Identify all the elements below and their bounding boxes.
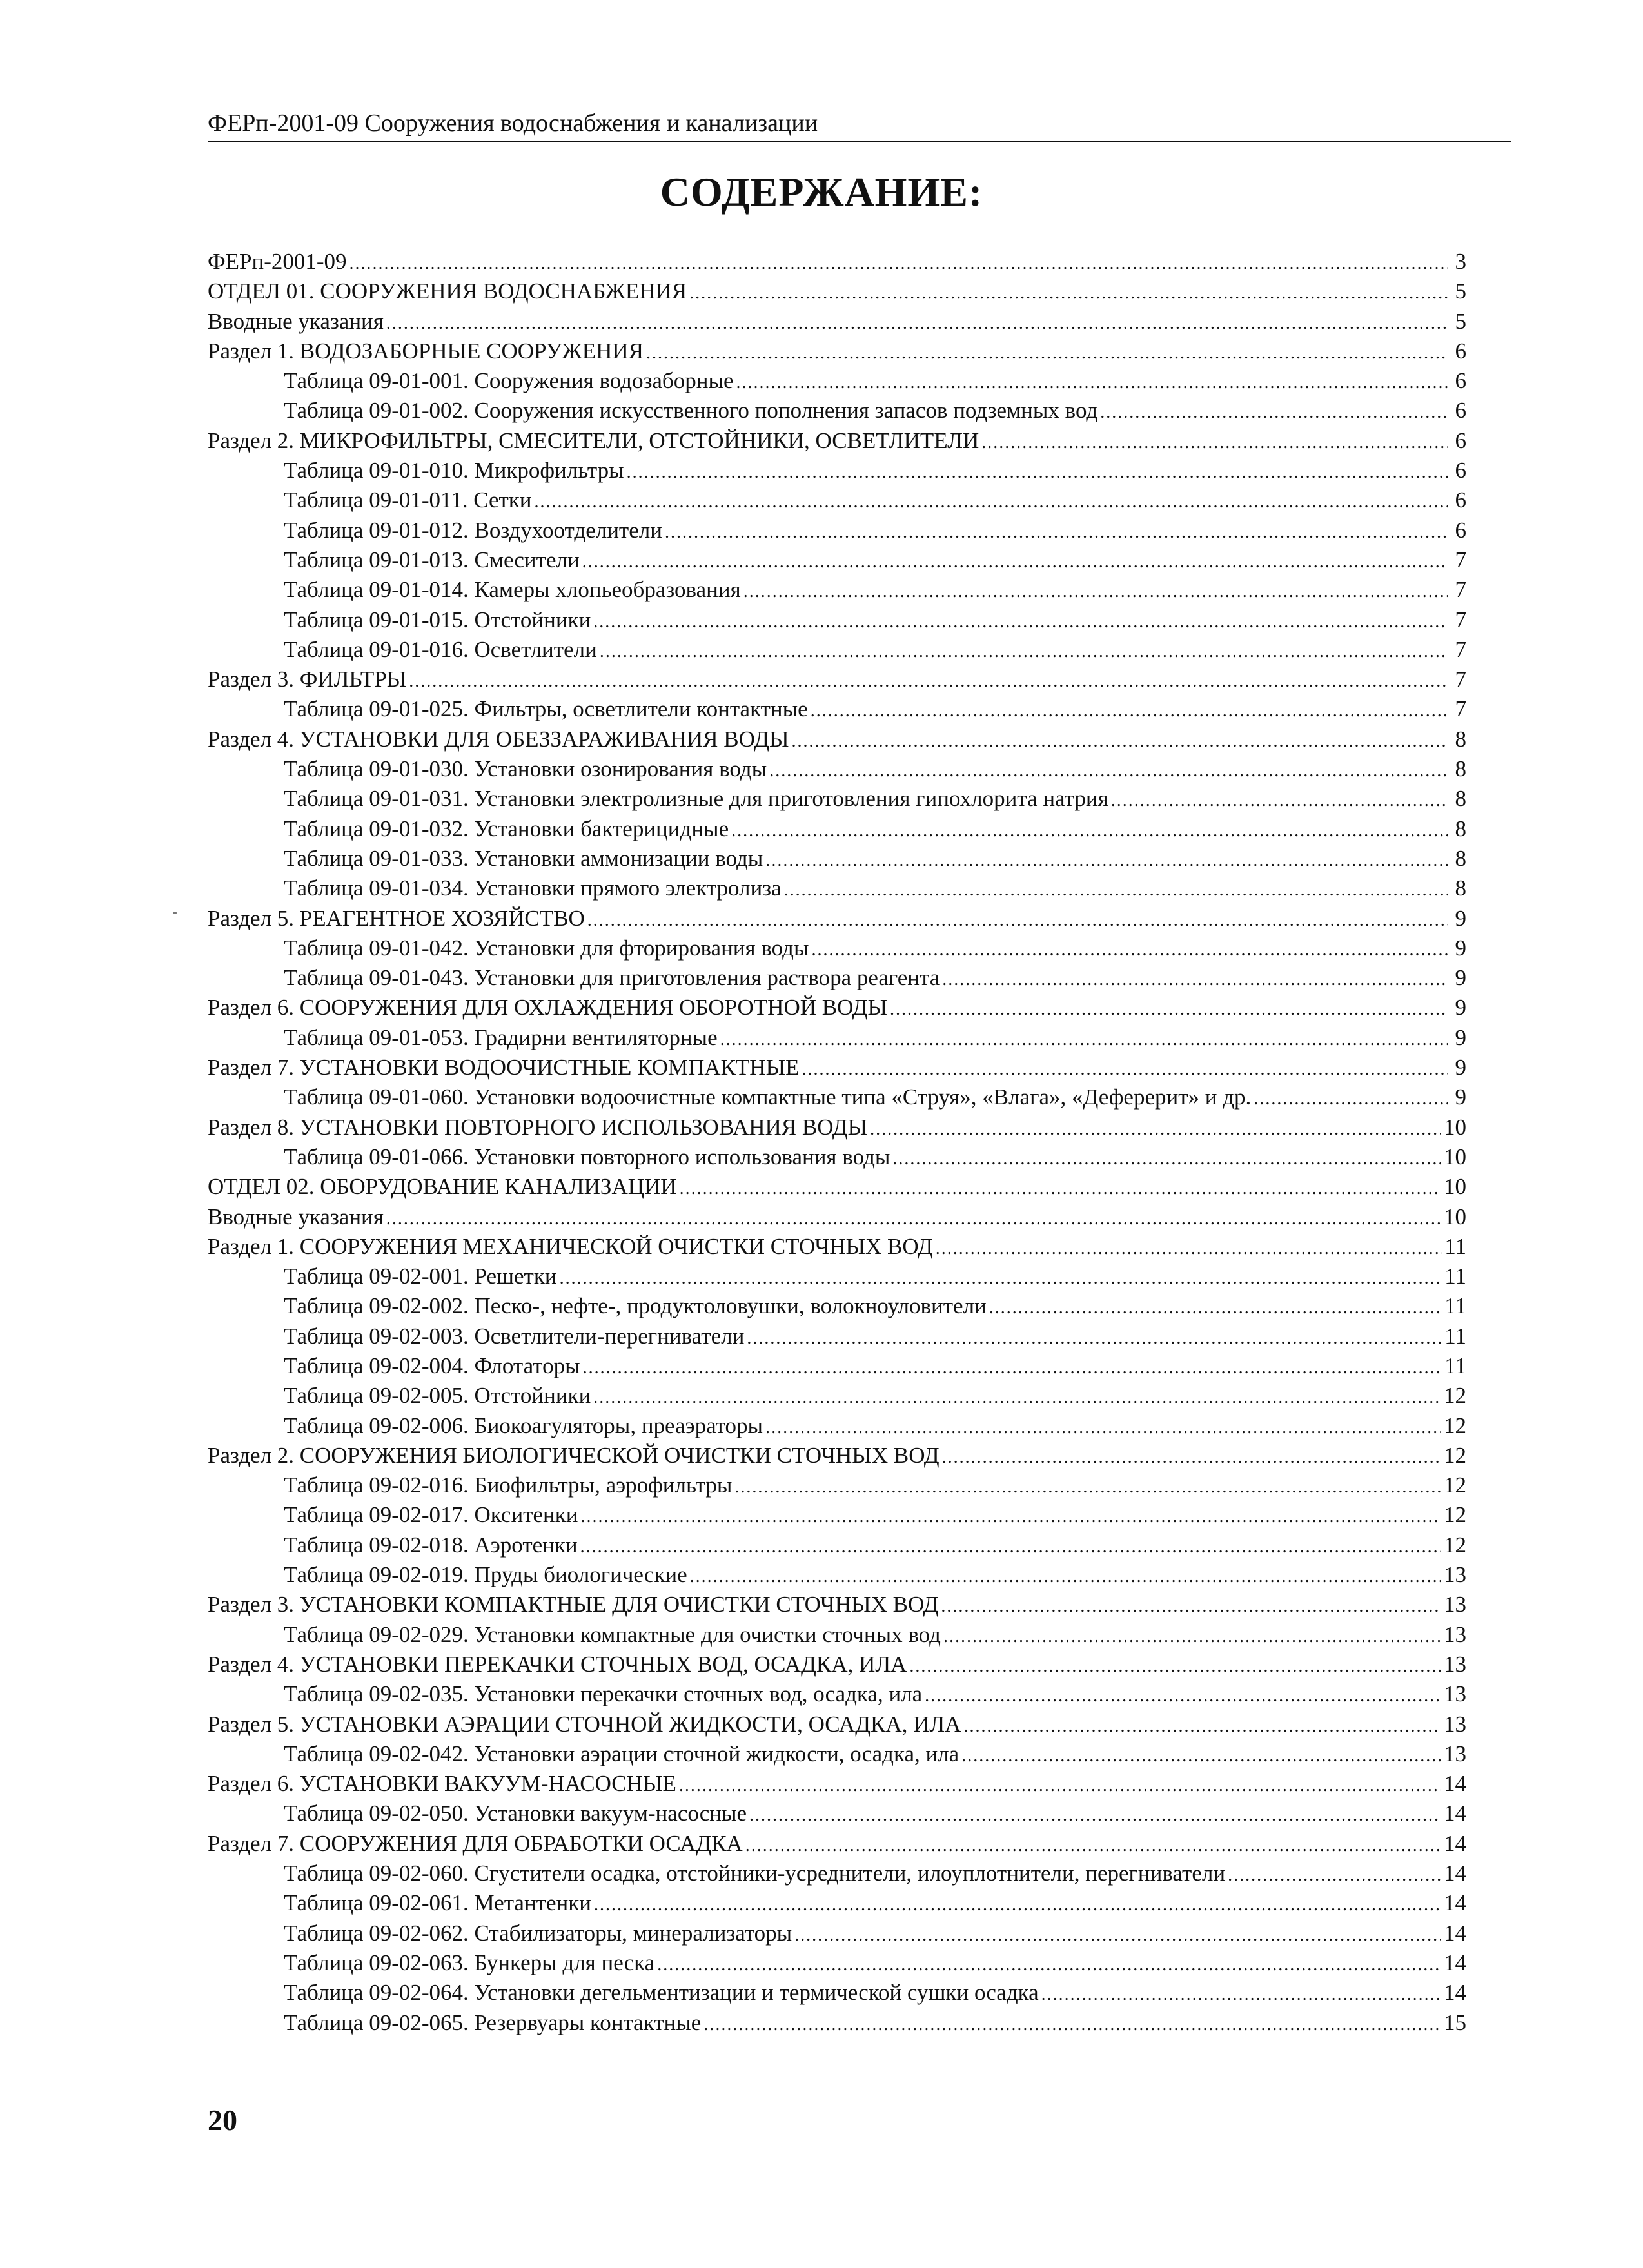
toc-entry-section bbox=[208, 1712, 1466, 1741]
toc-entry-table bbox=[208, 1293, 1466, 1323]
toc-entry-page: 14 bbox=[1444, 1771, 1466, 1797]
toc-entry-text: Вводные указания bbox=[208, 308, 384, 334]
toc-entry-text: Таблица 09-02-005. Отстойники bbox=[284, 1383, 591, 1409]
toc-entry-page: 6 bbox=[1455, 517, 1466, 543]
toc-dot-leader bbox=[600, 637, 1448, 660]
toc-entry-table bbox=[208, 398, 1466, 427]
toc-entry-text: Раздел 3. ФИЛЬТРЫ bbox=[208, 667, 407, 692]
toc-entry-section bbox=[208, 1652, 1466, 1681]
toc-entry-text: Таблица 09-01-043. Установки для приготовления раствора реагента bbox=[284, 965, 940, 991]
toc-entry-table bbox=[208, 487, 1466, 517]
toc-entry-page: 14 bbox=[1444, 1801, 1466, 1826]
toc-entry-text: Таблица 09-01-030. Установки озонирования воды bbox=[284, 756, 767, 782]
toc-dot-leader bbox=[963, 1712, 1441, 1735]
toc-entry-page: 13 bbox=[1444, 1741, 1466, 1766]
toc-entry-section bbox=[208, 1771, 1466, 1801]
toc-entry-page: 7 bbox=[1455, 636, 1466, 662]
toc-entry-page: 12 bbox=[1444, 1442, 1466, 1468]
toc-entry-text: Таблица 09-01-016. Осветлители bbox=[284, 636, 597, 662]
toc-entry-page: 8 bbox=[1455, 816, 1466, 841]
toc-entry-section bbox=[208, 428, 1466, 458]
toc-entry-table bbox=[208, 1622, 1466, 1652]
toc-entry-page: 9 bbox=[1455, 965, 1466, 991]
toc-dot-leader bbox=[981, 428, 1448, 451]
table-of-contents bbox=[208, 249, 1466, 2040]
toc-entry-section bbox=[208, 906, 1466, 935]
toc-dot-leader bbox=[593, 1383, 1441, 1406]
toc-entry-section bbox=[208, 995, 1466, 1024]
toc-entry-table bbox=[208, 1890, 1466, 1920]
toc-entry-table bbox=[208, 1144, 1466, 1174]
toc-dot-leader bbox=[349, 249, 1448, 272]
toc-entry-page: 12 bbox=[1444, 1532, 1466, 1558]
toc-entry-page: 14 bbox=[1444, 1890, 1466, 1916]
toc-entry-table bbox=[208, 846, 1466, 875]
toc-dot-leader bbox=[736, 368, 1448, 391]
toc-dot-leader bbox=[870, 1115, 1441, 1138]
toc-entry-text: Таблица 09-02-064. Установки дегельментизации и термической сушки осадка bbox=[284, 1980, 1039, 2006]
toc-dot-leader bbox=[1228, 1861, 1441, 1884]
toc-entry-section bbox=[208, 1115, 1466, 1144]
toc-entry-section bbox=[208, 667, 1466, 696]
toc-entry-page: 13 bbox=[1444, 1711, 1466, 1737]
toc-entry-table bbox=[208, 1921, 1466, 1950]
toc-entry-page: 14 bbox=[1444, 1950, 1466, 1975]
toc-dot-leader bbox=[1254, 1084, 1448, 1108]
toc-entry-text: Раздел 2. МИКРОФИЛЬТРЫ, СМЕСИТЕЛИ, ОТСТОЙНИКИ, ОСВЕТЛИТЕЛИ bbox=[208, 427, 979, 453]
toc-entry-page: 10 bbox=[1444, 1114, 1466, 1140]
toc-entry-text: Таблица 09-01-066. Установки повторного использования воды bbox=[284, 1144, 890, 1169]
toc-entry-page: 9 bbox=[1455, 1084, 1466, 1110]
toc-entry-table bbox=[208, 1324, 1466, 1353]
toc-entry-text: Раздел 7. СООРУЖЕНИЯ ДЛЯ ОБРАБОТКИ ОСАДКА bbox=[208, 1830, 743, 1856]
toc-entry-table bbox=[208, 1950, 1466, 1980]
toc-dot-leader bbox=[769, 756, 1448, 779]
toc-entry-table bbox=[208, 1353, 1466, 1383]
toc-entry-table bbox=[208, 1502, 1466, 1532]
toc-dot-leader bbox=[560, 1264, 1442, 1287]
toc-entry-section bbox=[208, 1592, 1466, 1621]
toc-entry-text: Раздел 6. УСТАНОВКИ ВАКУУМ-НАСОСНЫЕ bbox=[208, 1771, 676, 1797]
toc-entry-page: 8 bbox=[1455, 726, 1466, 752]
page-title: СОДЕРЖАНИЕ: bbox=[660, 169, 983, 215]
toc-entry-section bbox=[208, 1443, 1466, 1472]
toc-entry-text: Таблица 09-02-016. Биофильтры, аэрофильтры bbox=[284, 1472, 733, 1498]
toc-entry-section bbox=[208, 1055, 1466, 1084]
toc-dot-leader bbox=[386, 309, 1448, 332]
toc-entry-page: 6 bbox=[1455, 398, 1466, 424]
toc-dot-leader bbox=[679, 1771, 1441, 1794]
toc-entry-page: 5 bbox=[1455, 308, 1466, 334]
toc-entry-table bbox=[208, 637, 1466, 667]
toc-dot-leader bbox=[747, 1324, 1442, 1347]
toc-dot-leader bbox=[680, 1174, 1441, 1197]
toc-entry-page: 6 bbox=[1455, 458, 1466, 484]
toc-dot-leader bbox=[594, 1890, 1441, 1913]
page-number: 20 bbox=[208, 2104, 237, 2136]
toc-entry-text: Раздел 4. УСТАНОВКИ ПЕРЕКАЧКИ СТОЧНЫХ ВОД, ОСАДКА, ИЛА bbox=[208, 1651, 907, 1677]
toc-entry-text: Таблица 09-02-019. Пруды биологические bbox=[284, 1562, 687, 1588]
toc-entry-page: 13 bbox=[1444, 1681, 1466, 1707]
toc-entry-text: Таблица 09-02-050. Установки вакуум-насосные bbox=[284, 1801, 747, 1826]
toc-entry-text: Раздел 4. УСТАНОВКИ ДЛЯ ОБЕЗЗАРАЖИВАНИЯ ВОДЫ bbox=[208, 726, 789, 752]
toc-entry-page: 7 bbox=[1455, 667, 1466, 692]
toc-dot-leader bbox=[925, 1681, 1441, 1705]
toc-dot-leader bbox=[1041, 1980, 1441, 2003]
toc-entry-page: 7 bbox=[1455, 547, 1466, 572]
toc-dot-leader bbox=[734, 1472, 1441, 1496]
toc-dot-leader bbox=[580, 1532, 1441, 1556]
toc-entry-section bbox=[208, 338, 1466, 368]
toc-dot-leader bbox=[802, 1055, 1449, 1078]
toc-entry-table bbox=[208, 1084, 1466, 1114]
toc-entry-page: 9 bbox=[1455, 995, 1466, 1021]
toc-dot-leader bbox=[535, 487, 1448, 511]
toc-entry-text: Таблица 09-02-063. Бункеры для песка bbox=[284, 1950, 655, 1975]
toc-dot-leader bbox=[646, 338, 1448, 362]
toc-entry-text: Таблица 09-02-004. Флотаторы bbox=[284, 1353, 580, 1378]
toc-entry-page: 5 bbox=[1455, 279, 1466, 304]
toc-dot-leader bbox=[582, 547, 1448, 571]
toc-entry-table bbox=[208, 935, 1466, 965]
toc-entry-text: Таблица 09-01-012. Воздухоотделители bbox=[284, 517, 662, 543]
toc-entry-table bbox=[208, 875, 1466, 905]
toc-entry-text: Таблица 09-02-006. Биокоагуляторы, преаэраторы bbox=[284, 1413, 763, 1438]
toc-entry-table bbox=[208, 1562, 1466, 1592]
toc-entry-section bbox=[208, 309, 1466, 338]
toc-entry-text: Раздел 7. УСТАНОВКИ ВОДООЧИСТНЫЕ КОМПАКТНЫЕ bbox=[208, 1055, 800, 1080]
toc-entry-page: 11 bbox=[1444, 1353, 1466, 1378]
toc-entry-page: 14 bbox=[1444, 1861, 1466, 1886]
toc-entry-table bbox=[208, 1413, 1466, 1443]
toc-dot-leader bbox=[665, 518, 1448, 541]
toc-entry-text: Таблица 09-02-002. Песко-, нефте-, продуктоловушки, волокноуловители bbox=[284, 1293, 987, 1319]
toc-entry-page: 6 bbox=[1455, 427, 1466, 453]
running-header: ФЕРп-2001-09 Сооружения водоснабжения и канализации bbox=[208, 110, 818, 137]
toc-entry-text: Таблица 09-01-011. Сетки bbox=[284, 487, 532, 513]
toc-dot-leader bbox=[941, 1592, 1441, 1615]
toc-entry-page: 10 bbox=[1444, 1174, 1466, 1200]
toc-entry-text: Таблица 09-01-002. Сооружения искусственного пополнения запасов подземных вод bbox=[284, 398, 1098, 424]
toc-entry-page: 8 bbox=[1455, 786, 1466, 812]
toc-entry-page: 12 bbox=[1444, 1502, 1466, 1528]
toc-entry-text: Таблица 09-01-042. Установки для фторирования воды bbox=[284, 935, 809, 961]
toc-entry-page: 13 bbox=[1444, 1621, 1466, 1647]
toc-entry-table bbox=[208, 816, 1466, 846]
toc-entry-section bbox=[208, 1831, 1466, 1861]
toc-dot-leader bbox=[943, 1622, 1441, 1645]
toc-entry-text: Таблица 09-01-034. Установки прямого электролиза bbox=[284, 875, 782, 901]
toc-entry-page: 13 bbox=[1444, 1592, 1466, 1618]
toc-entry-text: ФЕРп-2001-09 bbox=[208, 249, 347, 274]
toc-entry-page: 7 bbox=[1455, 607, 1466, 632]
toc-entry-text: Раздел 6. СООРУЖЕНИЯ ДЛЯ ОХЛАЖДЕНИЯ ОБОРОТНОЙ ВОДЫ bbox=[208, 995, 888, 1021]
toc-entry-text: Таблица 09-01-014. Камеры хлопьеобразования bbox=[284, 577, 741, 603]
toc-entry-table bbox=[208, 756, 1466, 786]
toc-dot-leader bbox=[794, 1921, 1441, 1944]
toc-dot-leader bbox=[580, 1502, 1441, 1525]
toc-entry-text: Таблица 09-02-065. Резервуары контактные bbox=[284, 2009, 702, 2035]
toc-entry-text: Таблица 09-01-033. Установки аммонизации воды bbox=[284, 845, 763, 871]
toc-entry-page: 9 bbox=[1455, 935, 1466, 961]
toc-entry-table bbox=[208, 2010, 1466, 2040]
toc-entry-page: 9 bbox=[1455, 1055, 1466, 1080]
toc-entry-section bbox=[208, 727, 1466, 756]
toc-entry-text: Таблица 09-02-035. Установки перекачки сточных вод, осадка, ила bbox=[284, 1681, 923, 1707]
toc-dot-leader bbox=[765, 846, 1448, 869]
toc-entry-page: 15 bbox=[1444, 2009, 1466, 2035]
toc-entry-page: 14 bbox=[1444, 1830, 1466, 1856]
toc-entry-page: 11 bbox=[1444, 1293, 1466, 1319]
toc-entry-page: 11 bbox=[1444, 1233, 1466, 1259]
toc-entry-text: Раздел 2. СООРУЖЕНИЯ БИОЛОГИЧЕСКОЙ ОЧИСТКИ СТОЧНЫХ ВОД bbox=[208, 1442, 940, 1468]
toc-dot-leader bbox=[731, 816, 1448, 839]
toc-entry-text: Таблица 09-02-062. Стабилизаторы, минерализаторы bbox=[284, 1920, 792, 1946]
toc-dot-leader bbox=[743, 577, 1448, 600]
toc-entry-page: 7 bbox=[1455, 577, 1466, 603]
toc-dot-leader bbox=[627, 458, 1448, 481]
toc-entry-table bbox=[208, 1861, 1466, 1890]
toc-entry-table bbox=[208, 1264, 1466, 1293]
toc-entry-text: Таблица 09-02-017. Окситенки bbox=[284, 1502, 578, 1528]
toc-dot-leader bbox=[703, 2010, 1441, 2033]
toc-entry-text: Таблица 09-02-001. Решетки bbox=[284, 1264, 557, 1289]
toc-entry-text: Таблица 09-01-013. Смесители bbox=[284, 547, 580, 572]
toc-entry-table bbox=[208, 368, 1466, 398]
toc-entry-table bbox=[208, 1472, 1466, 1502]
toc-entry-page: 3 bbox=[1455, 249, 1466, 274]
toc-dot-leader bbox=[749, 1801, 1441, 1824]
toc-dot-leader bbox=[745, 1831, 1441, 1854]
toc-entry-text: Таблица 09-01-010. Микрофильтры bbox=[284, 458, 624, 484]
toc-entry-text: Таблица 09-01-060. Установки водоочистные компактные типа «Струя», «Влага», «Деферерит» и др. bbox=[284, 1084, 1252, 1110]
toc-dot-leader bbox=[720, 1025, 1448, 1048]
toc-entry-page: 14 bbox=[1444, 1980, 1466, 2006]
toc-entry-page: 6 bbox=[1455, 338, 1466, 364]
toc-entry-text: Вводные указания bbox=[208, 1204, 384, 1229]
toc-entry-text: Таблица 09-02-003. Осветлители-перегниватели bbox=[284, 1323, 745, 1349]
toc-entry-page: 12 bbox=[1444, 1383, 1466, 1409]
toc-entry-section bbox=[208, 1234, 1466, 1264]
toc-entry-text: Раздел 1. ВОДОЗАБОРНЫЕ СООРУЖЕНИЯ bbox=[208, 338, 644, 364]
toc-entry-table bbox=[208, 696, 1466, 726]
toc-entry-text: ОТДЕЛ 02. ОБОРУДОВАНИЕ КАНАЛИЗАЦИИ bbox=[208, 1174, 677, 1200]
toc-entry-page: 13 bbox=[1444, 1562, 1466, 1588]
toc-dot-leader bbox=[942, 1443, 1441, 1466]
toc-entry-table bbox=[208, 786, 1466, 816]
toc-dot-leader bbox=[961, 1741, 1441, 1765]
toc-dot-leader bbox=[989, 1293, 1442, 1316]
toc-entry-text: Раздел 5. УСТАНОВКИ АЭРАЦИИ СТОЧНОЙ ЖИДКОСТИ, ОСАДКА, ИЛА bbox=[208, 1711, 961, 1737]
toc-entry-text: Таблица 09-01-032. Установки бактерицидные bbox=[284, 816, 729, 841]
toc-dot-leader bbox=[690, 1562, 1441, 1585]
toc-entry-table bbox=[208, 1801, 1466, 1830]
toc-dot-leader bbox=[765, 1413, 1441, 1436]
toc-dot-leader bbox=[689, 279, 1448, 302]
toc-dot-leader bbox=[909, 1652, 1441, 1675]
toc-entry-page: 9 bbox=[1455, 905, 1466, 931]
toc-entry-page: 11 bbox=[1444, 1323, 1466, 1349]
toc-entry-table bbox=[208, 547, 1466, 577]
toc-entry-text: Раздел 5. РЕАГЕНТНОЕ ХОЗЯЙСТВО bbox=[208, 905, 585, 931]
toc-entry-text: Таблица 09-01-031. Установки электролизные для приготовления гипохлорита натрия bbox=[284, 786, 1108, 812]
toc-entry-text: Раздел 8. УСТАНОВКИ ПОВТОРНОГО ИСПОЛЬЗОВАНИЯ ВОДЫ bbox=[208, 1114, 868, 1140]
toc-dot-leader bbox=[784, 875, 1448, 899]
toc-entry-table bbox=[208, 1025, 1466, 1055]
toc-dot-leader bbox=[1100, 398, 1448, 421]
toc-dot-leader bbox=[583, 1353, 1442, 1376]
toc-entry-section bbox=[208, 249, 1466, 279]
toc-entry-text: Таблица 09-01-053. Градирни вентиляторные bbox=[284, 1024, 718, 1050]
toc-entry-page: 10 bbox=[1444, 1204, 1466, 1229]
toc-entry-text: Таблица 09-02-061. Метантенки bbox=[284, 1890, 591, 1916]
toc-entry-page: 8 bbox=[1455, 845, 1466, 871]
toc-entry-page: 6 bbox=[1455, 487, 1466, 513]
toc-entry-text: Таблица 09-02-018. Аэротенки bbox=[284, 1532, 578, 1558]
toc-entry-text: Таблица 09-02-042. Установки аэрации сточной жидкости, осадка, ила bbox=[284, 1741, 959, 1766]
toc-entry-page: 14 bbox=[1444, 1920, 1466, 1946]
toc-dot-leader bbox=[792, 727, 1448, 750]
toc-entry-table bbox=[208, 965, 1466, 995]
toc-dot-leader bbox=[409, 667, 1448, 690]
toc-dot-leader bbox=[811, 696, 1448, 719]
toc-entry-text: ОТДЕЛ 01. СООРУЖЕНИЯ ВОДОСНАБЖЕНИЯ bbox=[208, 279, 687, 304]
toc-entry-table bbox=[208, 1980, 1466, 2009]
toc-entry-table bbox=[208, 1741, 1466, 1771]
toc-entry-section bbox=[208, 1174, 1466, 1204]
toc-entry-text: Таблица 09-02-029. Установки компактные для очистки сточных вод bbox=[284, 1621, 941, 1647]
toc-dot-leader bbox=[386, 1204, 1441, 1227]
toc-entry-table bbox=[208, 1532, 1466, 1562]
toc-entry-table bbox=[208, 518, 1466, 547]
toc-entry-page: 11 bbox=[1444, 1264, 1466, 1289]
scan-mark bbox=[173, 912, 177, 914]
toc-dot-leader bbox=[936, 1234, 1442, 1257]
toc-entry-page: 13 bbox=[1444, 1651, 1466, 1677]
toc-entry-text: Таблица 09-02-060. Сгустители осадка, отстойники-усреднители, илоуплотнители, перегниватели bbox=[284, 1861, 1226, 1886]
toc-entry-table bbox=[208, 1681, 1466, 1711]
toc-entry-text: Таблица 09-01-025. Фильтры, осветлители контактные bbox=[284, 696, 808, 722]
toc-dot-leader bbox=[890, 995, 1448, 1018]
toc-entry-table bbox=[208, 1383, 1466, 1413]
toc-entry-table bbox=[208, 577, 1466, 607]
header-rule bbox=[208, 141, 1511, 142]
toc-entry-page: 6 bbox=[1455, 368, 1466, 394]
toc-entry-page: 12 bbox=[1444, 1413, 1466, 1438]
toc-dot-leader bbox=[942, 965, 1448, 988]
toc-entry-section bbox=[208, 1204, 1466, 1234]
toc-entry-table bbox=[208, 458, 1466, 487]
toc-entry-page: 12 bbox=[1444, 1472, 1466, 1498]
toc-entry-page: 10 bbox=[1444, 1144, 1466, 1169]
toc-entry-page: 7 bbox=[1455, 696, 1466, 722]
toc-entry-page: 9 bbox=[1455, 1024, 1466, 1050]
toc-dot-leader bbox=[1111, 786, 1448, 809]
toc-entry-table bbox=[208, 607, 1466, 637]
toc-entry-page: 8 bbox=[1455, 875, 1466, 901]
toc-entry-text: Таблица 09-01-015. Отстойники bbox=[284, 607, 591, 632]
toc-dot-leader bbox=[593, 607, 1448, 631]
toc-entry-section bbox=[208, 279, 1466, 308]
toc-dot-leader bbox=[587, 906, 1448, 929]
toc-dot-leader bbox=[812, 935, 1449, 959]
toc-dot-leader bbox=[892, 1144, 1441, 1168]
toc-entry-text: Раздел 1. СООРУЖЕНИЯ МЕХАНИЧЕСКОЙ ОЧИСТКИ СТОЧНЫХ ВОД bbox=[208, 1233, 933, 1259]
toc-dot-leader bbox=[657, 1950, 1441, 1973]
toc-entry-text: Таблица 09-01-001. Сооружения водозаборные bbox=[284, 368, 734, 394]
toc-entry-page: 8 bbox=[1455, 756, 1466, 782]
toc-entry-text: Раздел 3. УСТАНОВКИ КОМПАКТНЫЕ ДЛЯ ОЧИСТКИ СТОЧНЫХ ВОД bbox=[208, 1592, 939, 1618]
